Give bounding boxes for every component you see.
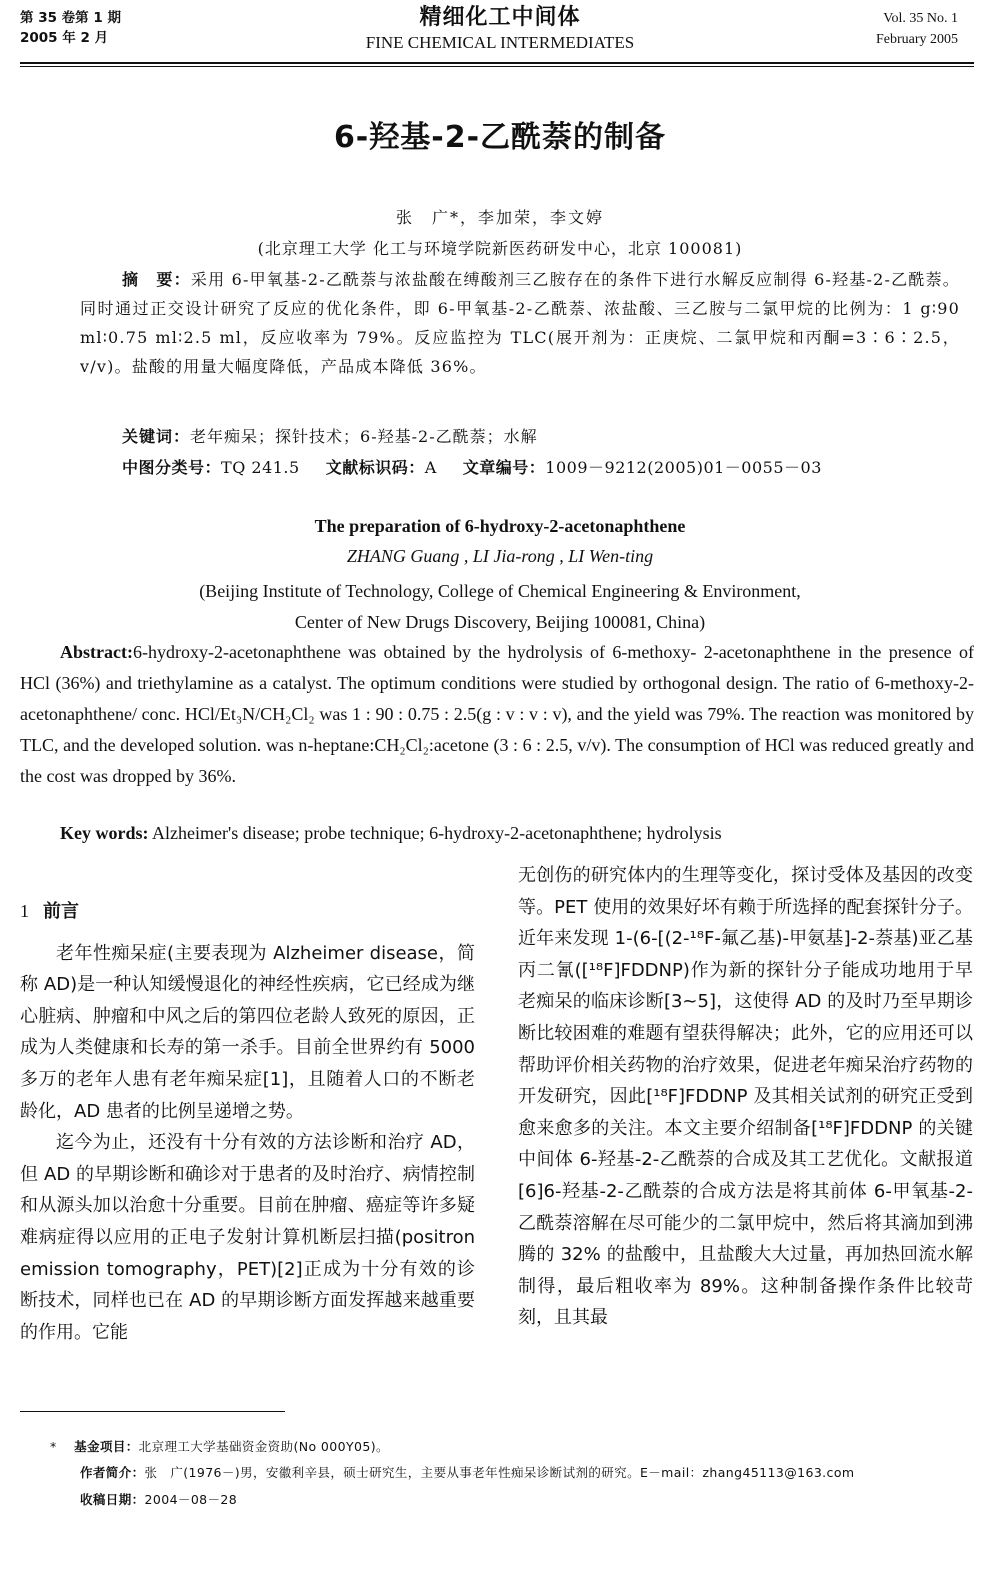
affiliation-cn: (北京理工大学 化工与环境学院新医药研发中心，北京 100081) — [257, 239, 743, 258]
keywords-en-text: Alzheimer's disease; probe technique; 6-hydroxy-2-acetonaphthene; hydrolysis — [152, 823, 722, 843]
keywords-en-label: Key words: — [60, 823, 149, 843]
affiliation-en-line2: Center of New Drugs Discovery, Beijing 100081, China) — [294, 612, 706, 632]
authors-en: ZHANG Guang , LI Jia-rong , LI Wen-ting — [346, 546, 654, 566]
classification-row — [122, 455, 822, 478]
header-right — [876, 8, 958, 50]
abstract-cn-text: 采用 6-甲氧基-2-乙酰萘与浓盐酸在缚酸剂三乙胺存在的条件下进行水解反应制得 6-羟基-2-乙酰萘。同时通过正交设计研究了反应的优化条件，即 6-甲氧基-2-乙酰萘、浓盐酸、三乙胺与二氯甲烷的比例为：1 g∶90 ml∶0.75 ml∶2.5 ml，反应收率为 79%。反应监控为 TLC(展开剂为：正庚烷、二氯甲烷和丙酮=3∶6∶2.5，v/v)。盐酸的用量大幅度降低，产品成本降低 36%。 — [80, 270, 960, 376]
clc-label: 中图分类号： — [122, 458, 222, 477]
clc-value: TQ 241.5 — [221, 458, 300, 477]
header-volume-en: Vol. 35 No. 1 — [883, 11, 958, 26]
paragraph-right-1: 无创伤的研究体内的生理等变化，探讨受体及基因的改变等。PET 使用的效果好坏有赖于所选择的配套探针分子。近年来发现 1-(6-[(2-¹⁸F-氟乙基)-甲氨基]-2-萘基)亚乙基丙二氰([¹⁸F]FDDNP)作为新的探针分子能成功地用于早老痴呆的临床诊断[3~5]，这使得 AD 的及时乃至早期诊断比较困难的难题有望获得解决；此外，它的应用还可以帮助评价相关药物的治疗效果，促进老年痴呆治疗药物的开发研究，因此[¹⁸F]FDDNP 及其相关试剂的研究正受到愈来愈多的关注。本文主要介绍制备[¹⁸F]FDDNP 的关键中间体 6-羟基-2-乙酰萘的合成及其工艺优化。文献报道[6]6-羟基-2-乙酰萘的合成方法是将其前体 6-甲氧基-2-乙酰萘溶解在尽可能少的二氯甲烷中，然后将其滴加到沸腾的 32% 的盐酸中，且盐酸大大过量，再加热回流水解制得，最后粗收率为 89%。这种制备操作条件比较苛刻，且其最 — [518, 865, 973, 1329]
header-center — [250, 4, 750, 54]
body-column-left — [20, 860, 475, 1348]
footnote-fund-text: 北京理工大学基础资金资助(No 000Y05)。 — [138, 1439, 389, 1454]
paragraph-left-1: 老年性痴呆症(主要表现为 Alzheimer disease，简称 AD)是一种认知缓慢退化的神经性疾病，它已经成为继心脏病、肿瘤和中风之后的第四位老龄人致死的原因，正成为人类健康和长寿的第一杀手。目前全世界约有 5000 多万的老年人患有老年痴呆症[1]，且随着人口的不断老龄化，AD 患者的比例呈递增之势。 — [20, 942, 475, 1122]
doc-code-value: A — [424, 458, 437, 477]
doc-code-label: 文献标识码： — [325, 458, 425, 477]
section-heading — [20, 896, 475, 928]
footnote-received — [80, 1490, 1000, 1508]
footnote-author-label: 作者简介： — [80, 1465, 145, 1480]
keywords-cn — [122, 424, 538, 447]
abstract-en — [20, 637, 974, 792]
keywords-cn-text: 老年痴呆；探针技术；6-羟基-2-乙酰萘；水解 — [190, 427, 538, 446]
header-volume-cn: 第 35 卷第 1 期 — [20, 10, 121, 26]
footnote-author — [80, 1463, 1000, 1481]
abstract-en-label: Abstract: — [60, 642, 133, 662]
footnote-rule — [20, 1411, 285, 1412]
footnote-fund-label: 基金项目： — [74, 1439, 139, 1454]
section-title: 前言 — [43, 901, 79, 922]
journal-name-cn: 精细化工中间体 — [419, 5, 581, 30]
header-rule — [20, 62, 974, 67]
footnote-received-text: 2004－08－28 — [144, 1492, 238, 1507]
article-number-label: 文章编号： — [462, 458, 546, 477]
header-date-cn: 2005 年 2 月 — [20, 30, 109, 46]
affiliation-en — [0, 576, 1000, 638]
paragraph-left-2: 迄今为止，还没有十分有效的方法诊断和治疗 AD，但 AD 的早期诊断和确诊对于患者的及时治疗、病情控制和从源头加以治愈十分重要。目前在肿瘤、癌症等许多疑难病症得以应用的正电子发射计算机断层扫描(positron emission tomography，PET)[2]正成为十分有效的诊断技术，同样也已在 AD 的早期诊断方面发挥越来越重要的作用。它能 — [20, 1132, 475, 1343]
keywords-cn-label: 关键词： — [122, 427, 191, 446]
abstract-en-text: 6-hydroxy-2-acetonaphthene was obtained by the hydrolysis of 6-methoxy- 2-acetonaphthene in the presence of HCl (36%) and triethylamine as a catalyst. The optimum conditions were studied by orthogonal design. The ratio of 6-methoxy-2-acetonaphthene/ conc. HCl/Et₃N/CH₂Cl₂ was 1 : 90 : 0.75 : 2.5(g : v : v : v), and the yield was 79%. The reaction was monitored by TLC, and the developed solution. was n-heptane:CH₂Cl₂:acetone (3 : 6 : 2.5, v/v). The consumption of HCl was reduced greatly and the cost was dropped by 36%. — [20, 642, 974, 786]
header-date-en: February 2005 — [875, 32, 958, 47]
article-number-value: 1009－9212(2005)01－0055－03 — [545, 458, 822, 477]
paper-title-en: The preparation of 6-hydroxy-2-acetonaphthene — [314, 516, 686, 536]
journal-name-en: FINE CHEMICAL INTERMEDIATES — [365, 33, 635, 52]
abstract-cn-label: 摘 要： — [122, 270, 191, 289]
footnote-fund-mark: * — [50, 1439, 57, 1454]
authors-cn: 张 广*，李加荣，李文婷 — [395, 208, 604, 227]
affiliation-en-line1: (Beijing Institute of Technology, College of Chemical Engineering & Environment, — [199, 581, 801, 601]
footnote-fund — [50, 1437, 970, 1455]
header-left — [20, 8, 121, 48]
body-column-right — [518, 860, 973, 1334]
footnote-author-text: 张 广(1976－)男，安徽利辛县，硕士研究生，主要从事老年性痴呆诊断试剂的研究。E－mail：zhang45113@163.com — [144, 1465, 855, 1480]
abstract-cn — [80, 265, 960, 381]
footnote-received-label: 收稿日期： — [80, 1492, 145, 1507]
section-number: 1 — [20, 901, 29, 921]
paper-title-cn: 6-羟基-2-乙酰萘的制备 — [333, 120, 667, 155]
keywords-en — [60, 823, 722, 844]
